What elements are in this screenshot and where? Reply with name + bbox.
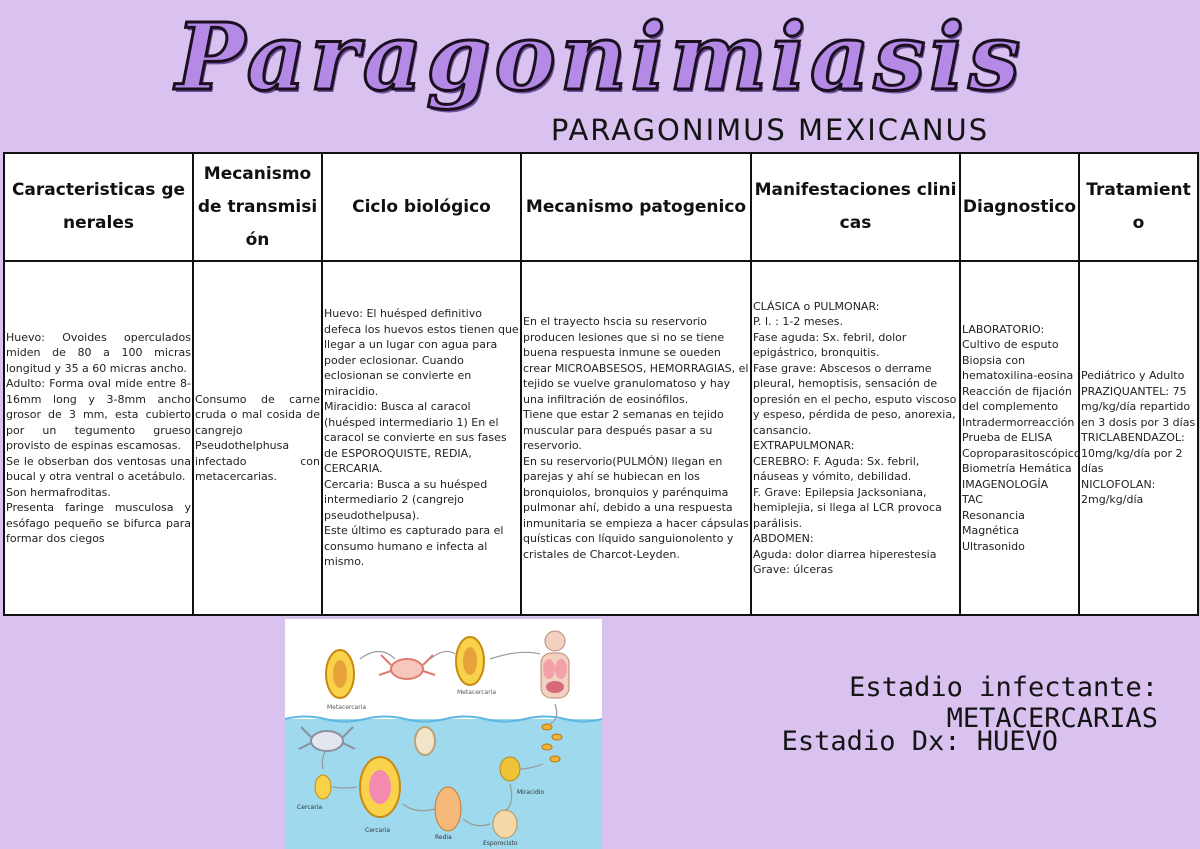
header-patogenico: Mecanismo patogenico [521, 153, 751, 261]
text-line: Intradermorreacción [962, 415, 1075, 429]
text-line: Tiene que estar 2 semanas en tejido muscular para después pasar a su reservorio. [523, 408, 724, 452]
text-line: Pediátrico y Adulto [1081, 369, 1185, 383]
text-line: Se le obserban dos ventosas una bucal y otra ventral o acetábulo. [6, 454, 191, 483]
text-line: En el trayecto hscia su reservorio producen lesiones que si no se tiene buena respuesta inmune se oueden crear MICROABSESOS, HEMORRAGIAS, el tejido se vuelve granulomatoso y hay una infiltración de eosinófilos. [523, 315, 749, 406]
text-line: TAC [962, 493, 983, 507]
text-line: Prueba de ELISA [962, 431, 1053, 445]
text-line: Huevo: Ovoides operculados miden de 80 a 100 micras longitud y 35 a 60 micras ancho. [6, 330, 191, 375]
text-line: Biometría Hemática [962, 462, 1072, 476]
text-line: Son hermafroditas. [6, 485, 111, 499]
stage-dx: Estadio Dx: HUEVO [781, 726, 1058, 757]
cell-ciclo [322, 261, 521, 615]
text-line: Aguda: dolor diarrea hiperestesia [753, 547, 937, 561]
label-cercaria: Cercaria [297, 804, 323, 811]
text-line: CLÁSICA o PULMONAR: [753, 299, 880, 313]
text-line: IMAGENOLOGÍA [962, 477, 1049, 491]
label-miracidio: Miracidio [517, 789, 545, 796]
text-line: Fase aguda: Sx. febril, dolor epigástrico, bronquitis. [753, 330, 907, 359]
text-line: Resonancia Magnética [962, 508, 1025, 538]
text-line: CEREBRO: F. Aguda: Sx. febril, náuseas y vómito, debilidad. [753, 454, 920, 483]
stage-infectante: Estadio infectante: METACERCARIAS [849, 672, 1158, 734]
miracidium-icon [500, 757, 520, 781]
header-diagnostico: Diagnostico [960, 153, 1079, 261]
redia-icon [435, 787, 461, 831]
text-line: Biopsia con hematoxilina-eosina [962, 353, 1074, 383]
text-line: ABDOMEN: [753, 532, 814, 545]
cercaria-icon [315, 775, 331, 799]
label-cercaria-2: Cercaria [365, 827, 391, 834]
page-title: Paragonimiasis [175, 3, 1025, 111]
cell-manifestaciones [751, 261, 960, 615]
label-esporocisto: Esporocisto [483, 840, 518, 847]
header-transmision: Mecanismo de transmisión [193, 153, 322, 261]
human-icon [541, 631, 569, 698]
text-line: TRICLABENDAZOL: 10mg/kg/día por 2 días [1081, 431, 1185, 476]
cell-diagnostico [960, 261, 1079, 615]
snail-icon [415, 727, 435, 755]
table-header-row [4, 153, 1198, 261]
cell-patogenico [521, 261, 751, 615]
text-line: F. Grave: Epilepsia Jacksoniana, hemiplejia, si llega al LCR provoca parálisis. [753, 485, 942, 530]
label-metacercaria-a: Metacercaria [327, 704, 367, 711]
text-line: Adulto: Forma oval mide entre 8-16mm long y 3-8mm ancho grosor de 3 mm, esta cubierto por un tegumento grueso provisto de espinas escamosas. [6, 377, 191, 452]
text-line: Reacción de fijación del complemento [962, 384, 1072, 414]
header-tratamiento: Tratamiento [1079, 153, 1198, 261]
label-metacercaria-b: Metacercaria [457, 689, 497, 696]
text-line: LABORATORIO: [962, 322, 1045, 336]
text-line: Miracidio: Busca al caracol (huésped intermediario 1) En el caracol se convierte en sus fases de ESPOROQUISTE, REDIA, CERCARIA. [324, 400, 507, 476]
cell-transmision [193, 261, 322, 615]
text-line: Consumo de carne cruda o mal cosida de cangrejo Pseudothelphusa infectado con metacercarias. [195, 392, 320, 483]
text-line: Cercaria: Busca a su huésped intermediario 2 (cangrejo pseudothelpusa). [324, 477, 488, 522]
sporocyst-icon [493, 810, 517, 838]
text-line: P. I. : 1-2 meses. [753, 315, 844, 328]
cell-caracteristicas [4, 261, 193, 615]
header-manifestaciones: Manifestaciones clinicas [751, 153, 960, 261]
text-line: Coproparasitoscópico [962, 446, 1081, 460]
cell-tratamiento [1079, 261, 1198, 615]
text-line: NICLOFOLAN: 2mg/kg/día [1081, 477, 1156, 507]
label-redia: Redia [435, 834, 452, 841]
text-line: Cultivo de esputo [962, 338, 1059, 352]
info-table [3, 152, 1199, 616]
text-line: Este último es capturado para el consumo humano e infecta al mismo. [324, 524, 504, 569]
text-line: Huevo: El huésped definitivo defeca los huevos estos tienen que llegar a un lugar con agua para poder eclosionar. Cuando eclosionan se convierte en miracidio. [324, 307, 519, 398]
page-subtitle: PARAGONIMUS MEXICANUS [550, 113, 990, 147]
header-ciclo: Ciclo biológico [322, 153, 521, 261]
text-line: En su reservorio(PULMÓN) llegan en parejas y ahí se hubiecan en los bronquiolos, bronquios y parénquima pulmonar ahí, debido a una respuesta inmunitaria se empieza a hacer cápsulas quísticas con líquido sanguionolento y cristales de Charcot-Leyden. [523, 454, 749, 561]
text-line: Ultrasonido [962, 539, 1025, 553]
text-line: Fase grave: Abscesos o derrame pleural, hemoptisis, sensación de opresión en el pecho, esputo viscoso y espeso, pérdida de peso, anorexia, cansancio. [753, 361, 957, 437]
header-caracteristicas: Caracteristicas generales [4, 153, 193, 261]
text-line: Presenta faringe musculosa y esófago pequeño se bifurca para formar dos ciegos [6, 501, 191, 545]
text-line: EXTRAPULMONAR: [753, 439, 855, 452]
text-line: Grave: úlceras [753, 563, 834, 576]
text-line: PRAZIQUANTEL: 75 mg/kg/día repartido en 3 dosis por 3 días [1081, 384, 1196, 429]
table-body-row [4, 261, 1198, 615]
